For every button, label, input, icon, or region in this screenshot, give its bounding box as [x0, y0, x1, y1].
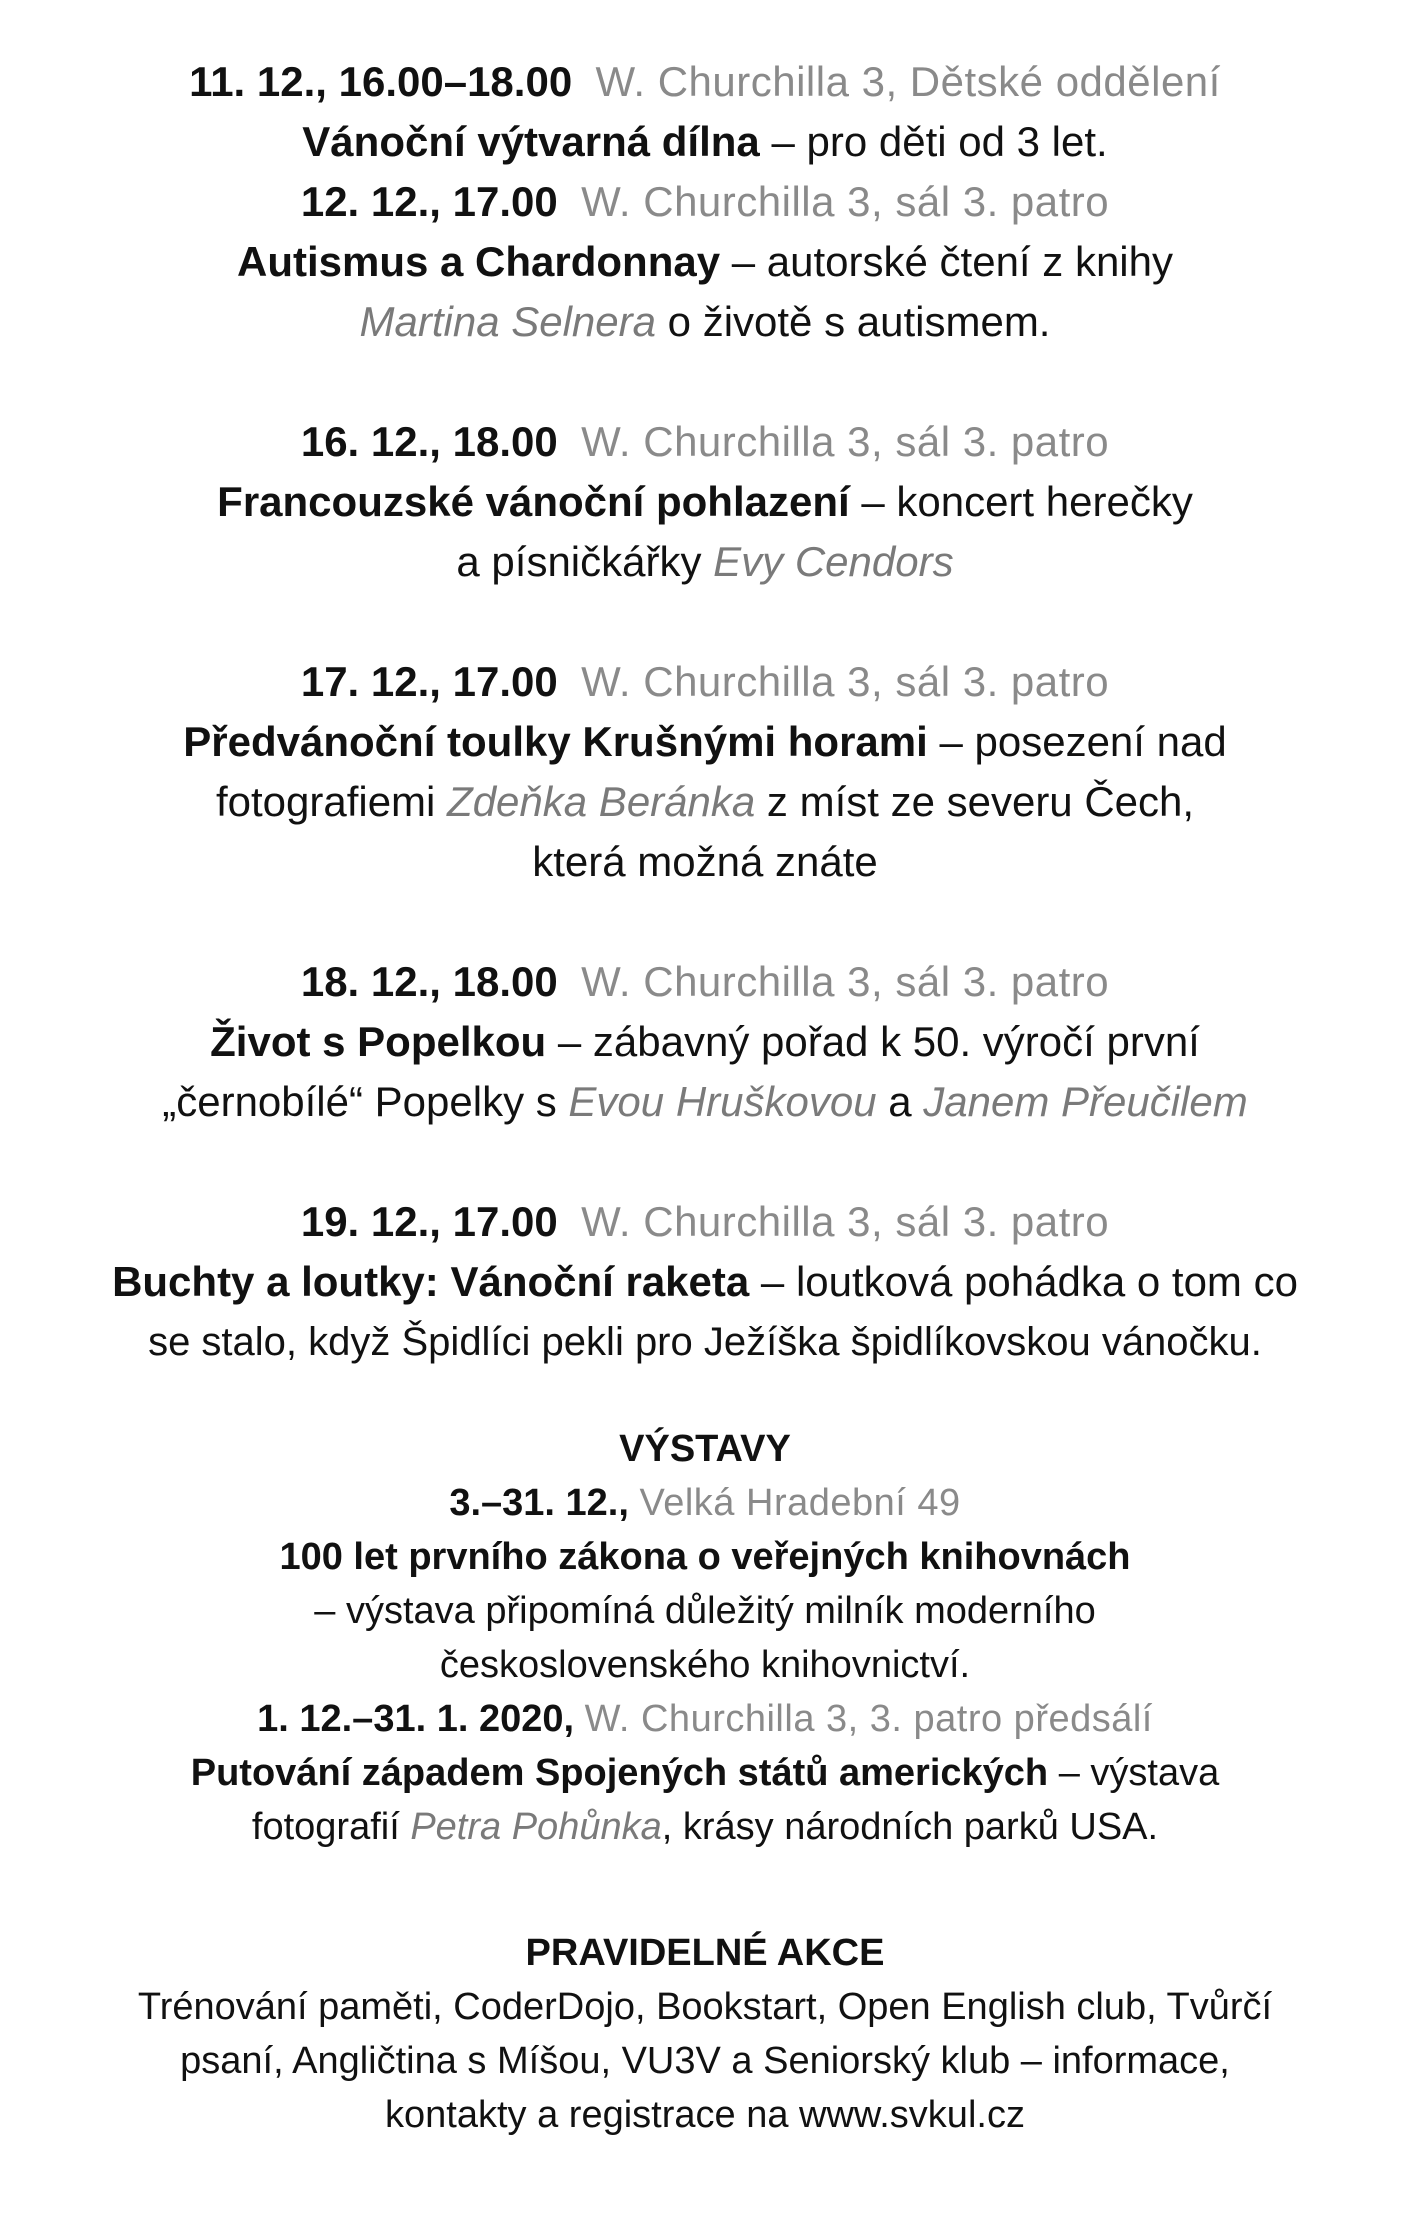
- exhibitions-section: [0, 1422, 1410, 1854]
- event-date: 11. 12., 16.00–18.00: [189, 58, 573, 105]
- event-desc: z míst ze severu Čech,: [755, 778, 1195, 825]
- event-4: [0, 652, 1410, 892]
- event-date: 12. 12., 17.00: [300, 178, 558, 225]
- exhibition-date: 1. 12.–31. 1. 2020,: [257, 1698, 575, 1740]
- event-date: 18. 12., 18.00: [300, 958, 558, 1005]
- exhibition-location: W. Churchilla 3, 3. patro předsálí: [584, 1698, 1153, 1740]
- exhibition-1-title: [0, 1530, 1410, 1584]
- event-title: Francouzské vánoční pohlazení: [217, 478, 850, 525]
- event-location: W. Churchilla 3, sál 3. patro: [581, 418, 1110, 465]
- exhibitions-heading: VÝSTAVY: [619, 1428, 791, 1470]
- event-4-header: [0, 652, 1410, 712]
- event-person: Evy Cendors: [713, 538, 954, 585]
- event-desc: – posezení nad: [927, 718, 1227, 765]
- exhibition-1-desc-1: [0, 1584, 1410, 1638]
- event-date: 17. 12., 17.00: [300, 658, 558, 705]
- event-2-body-2: [0, 292, 1410, 352]
- event-2: [0, 112, 1410, 352]
- exhibition-location: Velká Hradební 49: [639, 1482, 961, 1524]
- event-date: 16. 12., 18.00: [300, 418, 558, 465]
- event-desc: „černobílé“ Popelky s: [162, 1078, 569, 1125]
- event-person: Evou Hruškovou: [568, 1078, 877, 1125]
- event-desc: – pro děti od 3 let.: [759, 118, 1108, 165]
- event-3-body-1: [0, 472, 1410, 532]
- exhibition-desc: – výstava: [1048, 1752, 1220, 1794]
- event-title: Předvánoční toulky Krušnými horami: [183, 718, 928, 765]
- regular-heading: PRAVIDELNÉ AKCE: [525, 1932, 885, 1974]
- exhibition-desc: fotografií: [251, 1806, 411, 1848]
- event-desc: o životě s autismem.: [656, 298, 1051, 345]
- exhibition-title: 100 let prvního zákona o veřejných knihovnách: [279, 1536, 1131, 1578]
- event-5-body-1: [0, 1012, 1410, 1072]
- event-6: [0, 1192, 1410, 1372]
- event-date: 19. 12., 17.00: [300, 1198, 558, 1245]
- event-3-header: [0, 412, 1410, 472]
- event-location: W. Churchilla 3, sál 3. patro: [581, 178, 1110, 225]
- regular-line-2: psaní, Angličtina s Míšou, VU3V a Seniorský klub – informace,: [180, 2040, 1230, 2082]
- event-desc: která možná znáte: [532, 838, 878, 885]
- exhibition-person: Petra Pohůnka: [410, 1806, 662, 1848]
- event-person: Zdeňka Beránka: [447, 778, 756, 825]
- event-6-body-1: [0, 1252, 1410, 1312]
- event-4-body-1: [0, 712, 1410, 772]
- event-location: W. Churchilla 3, sál 3. patro: [581, 958, 1110, 1005]
- event-desc: – loutková pohádka o tom co: [749, 1258, 1298, 1305]
- regular-line-3: kontakty a registrace na www.svkul.cz: [385, 2094, 1025, 2136]
- event-location: W. Churchilla 3, Dětské oddělení: [595, 58, 1221, 105]
- event-desc: – koncert herečky: [849, 478, 1193, 525]
- event-title: Autismus a Chardonnay: [237, 238, 721, 285]
- event-3-body-2: [0, 532, 1410, 592]
- event-desc: – autorské čtení z knihy: [720, 238, 1173, 285]
- event-title: Buchty a loutky: Vánoční raketa: [112, 1258, 750, 1305]
- event-title: Vánoční výtvarná dílna: [302, 118, 760, 165]
- event-location: W. Churchilla 3, sál 3. patro: [581, 1198, 1110, 1245]
- event-6-header: [0, 1192, 1410, 1252]
- exhibition-desc: československého knihovnictví.: [439, 1644, 971, 1686]
- exhibition-desc: , krásy národních parků USA.: [661, 1806, 1159, 1848]
- event-desc: fotografiemi: [215, 778, 448, 825]
- regular-line-1: Trénování paměti, CoderDojo, Bookstart, Open English club, Tvůrčí: [137, 1986, 1273, 2028]
- event-title: Život s Popelkou: [210, 1018, 547, 1065]
- exhibition-date: 3.–31. 12.,: [449, 1482, 629, 1524]
- event-2-body-1: [0, 232, 1410, 292]
- event-desc: – zábavný pořad k 50. výročí první: [546, 1018, 1200, 1065]
- event-desc: a písničkářky: [456, 538, 714, 585]
- event-3: [0, 412, 1410, 592]
- exhibition-1-header: [0, 1476, 1410, 1530]
- event-4-body-2: [0, 772, 1410, 832]
- exhibition-2-title: [0, 1746, 1410, 1800]
- exhibition-title: Putování západem Spojených států amerických: [190, 1752, 1049, 1794]
- exhibition-desc: – výstava připomíná důležitý milník moderního: [314, 1590, 1096, 1632]
- event-5: [0, 952, 1410, 1132]
- event-4-body-3: [0, 832, 1410, 892]
- event-1-header: [0, 52, 1410, 112]
- exhibition-2-header: [0, 1692, 1410, 1746]
- event-person: Martina Selnera: [359, 298, 656, 345]
- event-person: Janem Přeučilem: [923, 1078, 1248, 1125]
- regular-section: [0, 1926, 1410, 2142]
- event-6-body-2: [0, 1312, 1410, 1372]
- event-desc: se stalo, když Špidlíci pekli pro Ježíška špidlíkovskou vánočku.: [148, 1320, 1262, 1364]
- exhibition-1-desc-2: [0, 1638, 1410, 1692]
- exhibition-2-desc: [0, 1800, 1410, 1854]
- event-location: W. Churchilla 3, sál 3. patro: [581, 658, 1110, 705]
- event-2-header: [0, 172, 1410, 232]
- event-5-header: [0, 952, 1410, 1012]
- event-5-body-2: [0, 1072, 1410, 1132]
- event-desc: a: [876, 1078, 924, 1125]
